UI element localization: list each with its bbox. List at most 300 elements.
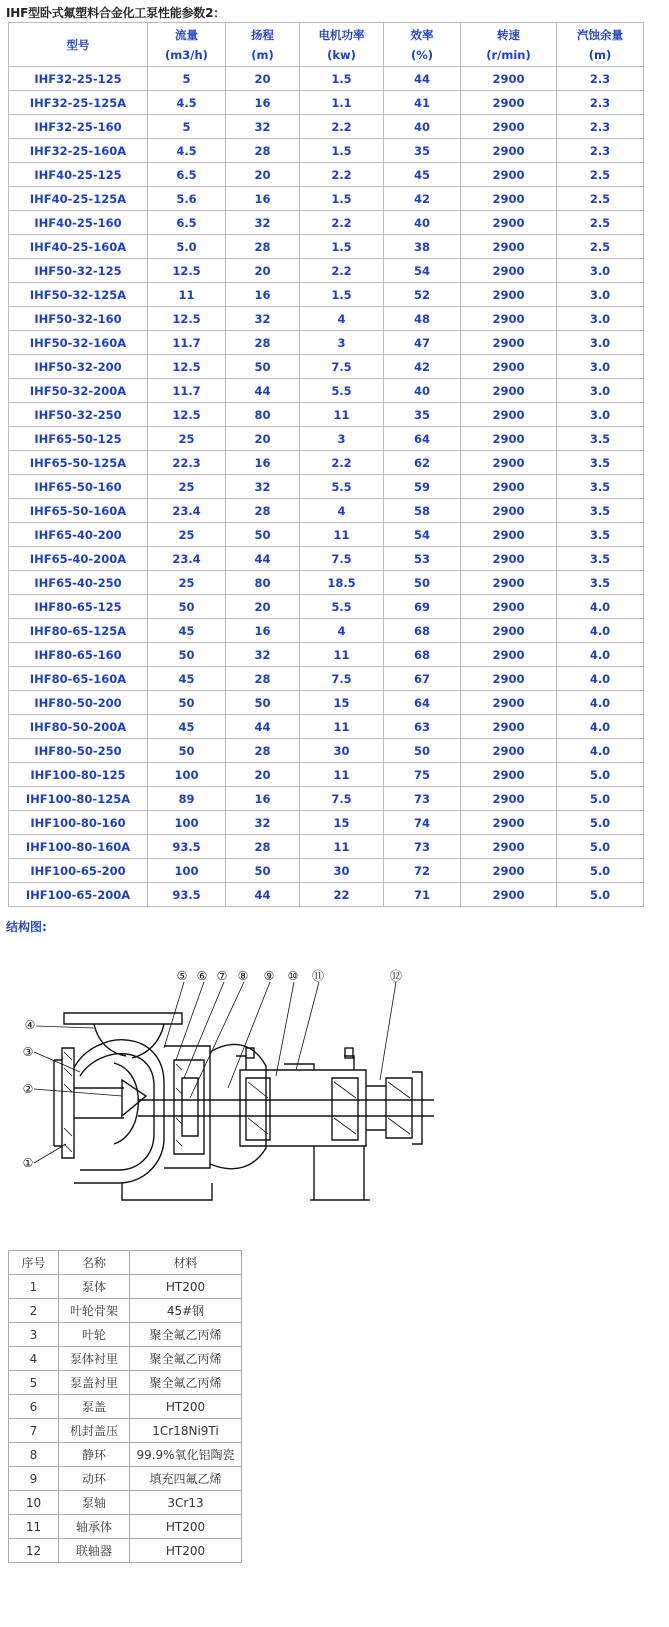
table-cell: 5.5	[300, 379, 384, 403]
part-material: 1Cr18Ni9Ti	[130, 1419, 242, 1443]
table-cell: 42	[384, 355, 461, 379]
part-row	[9, 1347, 242, 1371]
table-cell: 50	[384, 571, 461, 595]
table-cell: 11	[300, 403, 384, 427]
table-row	[9, 547, 644, 571]
table-row	[9, 739, 644, 763]
model-cell: IHF100-80-125	[9, 763, 148, 787]
table-row	[9, 307, 644, 331]
table-cell: 44	[226, 715, 300, 739]
table-cell: 68	[384, 619, 461, 643]
table-cell: 2900	[461, 307, 557, 331]
table-cell: 52	[384, 283, 461, 307]
table-cell: 30	[300, 859, 384, 883]
table-cell: 2900	[461, 571, 557, 595]
column-header-name: 扬程	[251, 27, 274, 42]
table-row	[9, 619, 644, 643]
table-cell: 12.5	[148, 307, 226, 331]
table-cell: 63	[384, 715, 461, 739]
table-cell: 11	[300, 835, 384, 859]
table-cell: 50	[226, 355, 300, 379]
table-cell: 7.5	[300, 667, 384, 691]
part-number: 3	[9, 1323, 59, 1347]
part-name: 泵体	[59, 1275, 130, 1299]
model-cell: IHF32-25-160	[9, 115, 148, 139]
column-header-unit: (%)	[410, 47, 434, 62]
table-cell: 32	[226, 811, 300, 835]
table-cell: 4.5	[148, 139, 226, 163]
part-row	[9, 1299, 242, 1323]
table-cell: 58	[384, 499, 461, 523]
table-cell: 20	[226, 259, 300, 283]
part-name: 泵体衬里	[59, 1347, 130, 1371]
table-cell: 40	[384, 115, 461, 139]
model-cell: IHF50-32-160A	[9, 331, 148, 355]
callout-12: ⑫	[389, 969, 403, 983]
table-cell: 67	[384, 667, 461, 691]
model-cell: IHF40-25-160A	[9, 235, 148, 259]
table-cell: 80	[226, 571, 300, 595]
callout-4: ④	[24, 1018, 36, 1032]
part-row	[9, 1491, 242, 1515]
structure-diagram-label: 结构图:	[6, 920, 47, 934]
part-material: 3Cr13	[130, 1491, 242, 1515]
table-cell: 50	[148, 691, 226, 715]
callout-3: ③	[22, 1045, 34, 1059]
table-cell: 28	[226, 331, 300, 355]
table-cell: 3.0	[557, 355, 644, 379]
table-row	[9, 163, 644, 187]
model-cell: IHF100-65-200	[9, 859, 148, 883]
column-header-unit: (kw)	[327, 47, 356, 62]
table-cell: 2.3	[557, 67, 644, 91]
table-cell: 22.3	[148, 451, 226, 475]
model-cell: IHF40-25-160	[9, 211, 148, 235]
part-row	[9, 1443, 242, 1467]
table-cell: 11	[300, 763, 384, 787]
table-cell: 45	[148, 667, 226, 691]
model-cell: IHF32-25-125A	[9, 91, 148, 115]
table-cell: 74	[384, 811, 461, 835]
table-cell: 44	[226, 547, 300, 571]
table-row	[9, 883, 644, 907]
table-cell: 45	[148, 619, 226, 643]
table-cell: 2900	[461, 835, 557, 859]
table-cell: 44	[226, 379, 300, 403]
table-row	[9, 427, 644, 451]
performance-table	[8, 22, 644, 907]
table-row	[9, 451, 644, 475]
table-cell: 2900	[461, 691, 557, 715]
part-name: 静环	[59, 1443, 130, 1467]
table-cell: 53	[384, 547, 461, 571]
table-cell: 20	[226, 427, 300, 451]
table-cell: 2.2	[300, 451, 384, 475]
table-row	[9, 259, 644, 283]
table-cell: 11.7	[148, 379, 226, 403]
table-cell: 20	[226, 67, 300, 91]
table-cell: 16	[226, 187, 300, 211]
table-cell: 93.5	[148, 835, 226, 859]
table-cell: 11	[300, 715, 384, 739]
model-cell: IHF100-80-160	[9, 811, 148, 835]
model-cell: IHF65-40-200A	[9, 547, 148, 571]
model-cell: IHF65-40-200	[9, 523, 148, 547]
table-cell: 18.5	[300, 571, 384, 595]
table-cell: 2.5	[557, 211, 644, 235]
table-cell: 1.5	[300, 235, 384, 259]
table-row	[9, 691, 644, 715]
part-material: 聚全氟乙丙烯	[130, 1347, 242, 1371]
table-row	[9, 403, 644, 427]
column-header-name: 转速	[497, 27, 520, 42]
table-row	[9, 139, 644, 163]
table-cell: 2.3	[557, 91, 644, 115]
column-header	[300, 23, 384, 67]
part-name: 泵盖	[59, 1395, 130, 1419]
table-cell: 2900	[461, 163, 557, 187]
model-cell: IHF100-80-125A	[9, 787, 148, 811]
part-material: HT200	[130, 1539, 242, 1563]
column-header	[226, 23, 300, 67]
model-cell: IHF80-50-250	[9, 739, 148, 763]
table-cell: 2.5	[557, 235, 644, 259]
part-row	[9, 1275, 242, 1299]
table-row	[9, 115, 644, 139]
table-cell: 3.5	[557, 523, 644, 547]
table-cell: 28	[226, 739, 300, 763]
part-name: 泵轴	[59, 1491, 130, 1515]
table-cell: 35	[384, 139, 461, 163]
table-cell: 50	[384, 739, 461, 763]
table-cell: 68	[384, 643, 461, 667]
model-cell: IHF80-50-200	[9, 691, 148, 715]
table-cell: 38	[384, 235, 461, 259]
table-cell: 2900	[461, 643, 557, 667]
part-name: 轴承体	[59, 1515, 130, 1539]
table-row	[9, 859, 644, 883]
table-cell: 2.5	[557, 163, 644, 187]
part-number: 9	[9, 1467, 59, 1491]
table-cell: 2900	[461, 211, 557, 235]
table-cell: 32	[226, 211, 300, 235]
table-cell: 80	[226, 403, 300, 427]
model-cell: IHF100-65-200A	[9, 883, 148, 907]
table-row	[9, 331, 644, 355]
callout-6: ⑥	[196, 969, 208, 983]
table-cell: 4.0	[557, 619, 644, 643]
table-cell: 2900	[461, 451, 557, 475]
table-cell: 2900	[461, 67, 557, 91]
part-row	[9, 1323, 242, 1347]
table-cell: 5.0	[557, 811, 644, 835]
table-cell: 32	[226, 115, 300, 139]
table-cell: 2900	[461, 403, 557, 427]
table-cell: 2900	[461, 91, 557, 115]
table-cell: 11	[300, 643, 384, 667]
model-cell: IHF40-25-125A	[9, 187, 148, 211]
table-cell: 25	[148, 571, 226, 595]
column-header-name: 型号	[66, 37, 90, 52]
table-cell: 100	[148, 859, 226, 883]
table-cell: 47	[384, 331, 461, 355]
table-row	[9, 235, 644, 259]
part-number: 2	[9, 1299, 59, 1323]
model-cell: IHF50-32-125A	[9, 283, 148, 307]
table-cell: 2900	[461, 739, 557, 763]
part-number: 7	[9, 1419, 59, 1443]
column-header	[557, 23, 644, 67]
table-cell: 3	[300, 427, 384, 451]
table-row	[9, 835, 644, 859]
part-number: 6	[9, 1395, 59, 1419]
table-cell: 4.0	[557, 739, 644, 763]
model-cell: IHF65-50-160	[9, 475, 148, 499]
model-cell: IHF65-50-125	[9, 427, 148, 451]
callout-5: ⑤	[176, 969, 188, 983]
part-number: 10	[9, 1491, 59, 1515]
table-cell: 73	[384, 787, 461, 811]
table-cell: 2900	[461, 811, 557, 835]
table-row	[9, 67, 644, 91]
model-cell: IHF50-32-250	[9, 403, 148, 427]
table-cell: 2900	[461, 595, 557, 619]
table-row	[9, 379, 644, 403]
callout-8: ⑧	[237, 969, 249, 983]
part-number: 1	[9, 1275, 59, 1299]
part-name: 泵盖衬里	[59, 1371, 130, 1395]
column-header: 名称	[59, 1251, 130, 1275]
table-cell: 62	[384, 451, 461, 475]
table-cell: 71	[384, 883, 461, 907]
table-cell: 44	[226, 883, 300, 907]
table-cell: 16	[226, 619, 300, 643]
table-cell: 5.0	[557, 787, 644, 811]
model-cell: IHF32-25-125	[9, 67, 148, 91]
table-cell: 32	[226, 307, 300, 331]
table-cell: 16	[226, 787, 300, 811]
part-row	[9, 1515, 242, 1539]
model-cell: IHF65-50-125A	[9, 451, 148, 475]
table-cell: 4	[300, 619, 384, 643]
page-title: IHF型卧式氟塑料合金化工泵性能参数2：	[6, 6, 226, 20]
part-number: 12	[9, 1539, 59, 1563]
table-cell: 2900	[461, 259, 557, 283]
model-cell: IHF50-32-200A	[9, 379, 148, 403]
model-cell: IHF65-40-250	[9, 571, 148, 595]
table-cell: 2.2	[300, 259, 384, 283]
table-row	[9, 571, 644, 595]
table-cell: 5.0	[148, 235, 226, 259]
column-header	[384, 23, 461, 67]
part-row	[9, 1539, 242, 1563]
performance-table-header	[9, 23, 644, 67]
table-cell: 2900	[461, 475, 557, 499]
callout-9: ⑨	[263, 969, 275, 983]
table-cell: 2900	[461, 187, 557, 211]
table-cell: 7.5	[300, 355, 384, 379]
table-cell: 32	[226, 643, 300, 667]
column-header	[148, 23, 226, 67]
table-cell: 1.5	[300, 283, 384, 307]
table-cell: 2900	[461, 523, 557, 547]
model-cell: IHF65-50-160A	[9, 499, 148, 523]
part-material: HT200	[130, 1515, 242, 1539]
table-cell: 64	[384, 427, 461, 451]
table-row	[9, 283, 644, 307]
table-cell: 20	[226, 595, 300, 619]
callout-11: ⑪	[311, 969, 325, 983]
table-cell: 23.4	[148, 547, 226, 571]
table-cell: 7.5	[300, 547, 384, 571]
model-cell: IHF80-65-125A	[9, 619, 148, 643]
table-cell: 93.5	[148, 883, 226, 907]
table-cell: 2.2	[300, 115, 384, 139]
part-material: 99.9%氧化铝陶瓷	[130, 1443, 242, 1467]
part-row	[9, 1419, 242, 1443]
table-cell: 4.0	[557, 715, 644, 739]
table-cell: 1.5	[300, 139, 384, 163]
table-row	[9, 763, 644, 787]
table-cell: 2900	[461, 235, 557, 259]
table-cell: 30	[300, 739, 384, 763]
table-cell: 2900	[461, 427, 557, 451]
table-cell: 48	[384, 307, 461, 331]
table-cell: 5.0	[557, 883, 644, 907]
table-cell: 5.0	[557, 835, 644, 859]
table-cell: 41	[384, 91, 461, 115]
table-cell: 32	[226, 475, 300, 499]
table-cell: 2.5	[557, 187, 644, 211]
table-cell: 16	[226, 91, 300, 115]
part-number: 8	[9, 1443, 59, 1467]
part-material: 45#钢	[130, 1299, 242, 1323]
table-cell: 12.5	[148, 355, 226, 379]
table-cell: 3	[300, 331, 384, 355]
table-cell: 45	[148, 715, 226, 739]
parts-table-header	[9, 1251, 242, 1275]
part-name: 机封盖压	[59, 1419, 130, 1443]
table-cell: 11.7	[148, 331, 226, 355]
column-header: 序号	[9, 1251, 59, 1275]
callout-2: ②	[22, 1082, 34, 1096]
table-cell: 28	[226, 235, 300, 259]
table-cell: 3.5	[557, 499, 644, 523]
part-row	[9, 1395, 242, 1419]
table-cell: 2.2	[300, 211, 384, 235]
table-cell: 2.2	[300, 163, 384, 187]
table-cell: 2900	[461, 283, 557, 307]
table-cell: 22	[300, 883, 384, 907]
table-cell: 2900	[461, 355, 557, 379]
table-cell: 3.5	[557, 547, 644, 571]
model-cell: IHF50-32-125	[9, 259, 148, 283]
table-cell: 35	[384, 403, 461, 427]
table-cell: 42	[384, 187, 461, 211]
part-number: 11	[9, 1515, 59, 1539]
callout-10: ⑩	[287, 969, 299, 983]
table-row	[9, 715, 644, 739]
table-cell: 44	[384, 67, 461, 91]
table-cell: 3.0	[557, 379, 644, 403]
table-cell: 25	[148, 475, 226, 499]
column-header-name: 汽蚀余量	[577, 27, 623, 42]
table-cell: 2900	[461, 667, 557, 691]
model-cell: IHF80-65-160	[9, 643, 148, 667]
table-cell: 4	[300, 499, 384, 523]
table-cell: 59	[384, 475, 461, 499]
table-row	[9, 811, 644, 835]
part-row	[9, 1371, 242, 1395]
table-cell: 2900	[461, 883, 557, 907]
table-cell: 2.3	[557, 115, 644, 139]
table-cell: 100	[148, 763, 226, 787]
table-cell: 3.5	[557, 475, 644, 499]
table-row	[9, 643, 644, 667]
table-cell: 89	[148, 787, 226, 811]
part-number: 5	[9, 1371, 59, 1395]
table-cell: 12.5	[148, 259, 226, 283]
table-cell: 50	[226, 523, 300, 547]
table-cell: 28	[226, 835, 300, 859]
column-header	[461, 23, 557, 67]
table-cell: 4.0	[557, 595, 644, 619]
column-header: 材料	[130, 1251, 242, 1275]
table-cell: 2900	[461, 379, 557, 403]
callout-7: ⑦	[216, 969, 228, 983]
table-cell: 2900	[461, 499, 557, 523]
table-cell: 5	[148, 67, 226, 91]
table-cell: 100	[148, 811, 226, 835]
table-cell: 1.5	[300, 67, 384, 91]
table-cell: 11	[148, 283, 226, 307]
table-row	[9, 595, 644, 619]
table-cell: 1.5	[300, 187, 384, 211]
table-cell: 3.5	[557, 427, 644, 451]
table-cell: 40	[384, 379, 461, 403]
table-cell: 2900	[461, 715, 557, 739]
table-cell: 5.6	[148, 187, 226, 211]
table-cell: 28	[226, 499, 300, 523]
table-cell: 40	[384, 211, 461, 235]
part-name: 联轴器	[59, 1539, 130, 1563]
table-cell: 2900	[461, 115, 557, 139]
table-cell: 4.0	[557, 667, 644, 691]
table-row	[9, 523, 644, 547]
table-cell: 5.5	[300, 475, 384, 499]
table-cell: 4	[300, 307, 384, 331]
table-cell: 4.0	[557, 643, 644, 667]
part-material: 聚全氟乙丙烯	[130, 1323, 242, 1347]
table-cell: 54	[384, 523, 461, 547]
column-header	[9, 23, 148, 67]
table-cell: 45	[384, 163, 461, 187]
table-cell: 69	[384, 595, 461, 619]
model-cell: IHF50-32-160	[9, 307, 148, 331]
table-cell: 4.0	[557, 691, 644, 715]
model-cell: IHF100-80-160A	[9, 835, 148, 859]
table-cell: 3.0	[557, 283, 644, 307]
table-cell: 3.5	[557, 451, 644, 475]
table-cell: 3.0	[557, 307, 644, 331]
table-cell: 50	[226, 859, 300, 883]
table-cell: 3.0	[557, 259, 644, 283]
parts-table	[8, 1250, 242, 1563]
part-name: 叶轮	[59, 1323, 130, 1347]
table-cell: 50	[148, 739, 226, 763]
column-header-unit: (m)	[251, 47, 274, 62]
table-row	[9, 787, 644, 811]
